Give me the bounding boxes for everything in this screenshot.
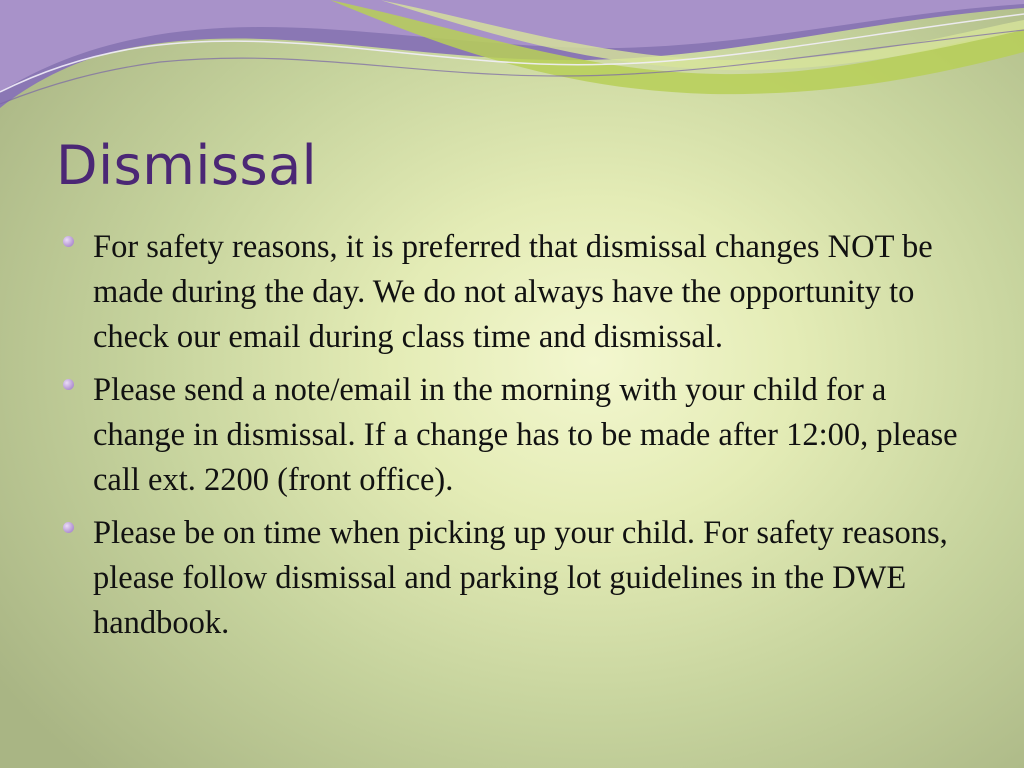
bullet-dot-icon xyxy=(63,379,74,390)
bullet-item xyxy=(60,511,960,646)
bullet-dot-icon xyxy=(63,522,74,533)
bullet-dot-icon xyxy=(63,236,74,247)
bullet-item xyxy=(60,225,960,360)
bullet-text: Please send a note/email in the morning with your child for a change in dismissal. If a change has to be made after 12:00, please call ext. 2200 (front office). xyxy=(93,372,958,498)
bullet-list xyxy=(60,225,960,654)
slide-title: Dismissal xyxy=(56,134,318,197)
bullet-text: For safety reasons, it is preferred that dismissal changes NOT be made during the day. We do not always have the opportunity to check our email during class time and dismissal. xyxy=(93,229,933,355)
bullet-text: Please be on time when picking up your child. For safety reasons, please follow dismissal and parking lot guidelines in the DWE handbook. xyxy=(93,515,948,641)
bullet-item xyxy=(60,368,960,503)
wave-decoration xyxy=(0,0,1024,120)
